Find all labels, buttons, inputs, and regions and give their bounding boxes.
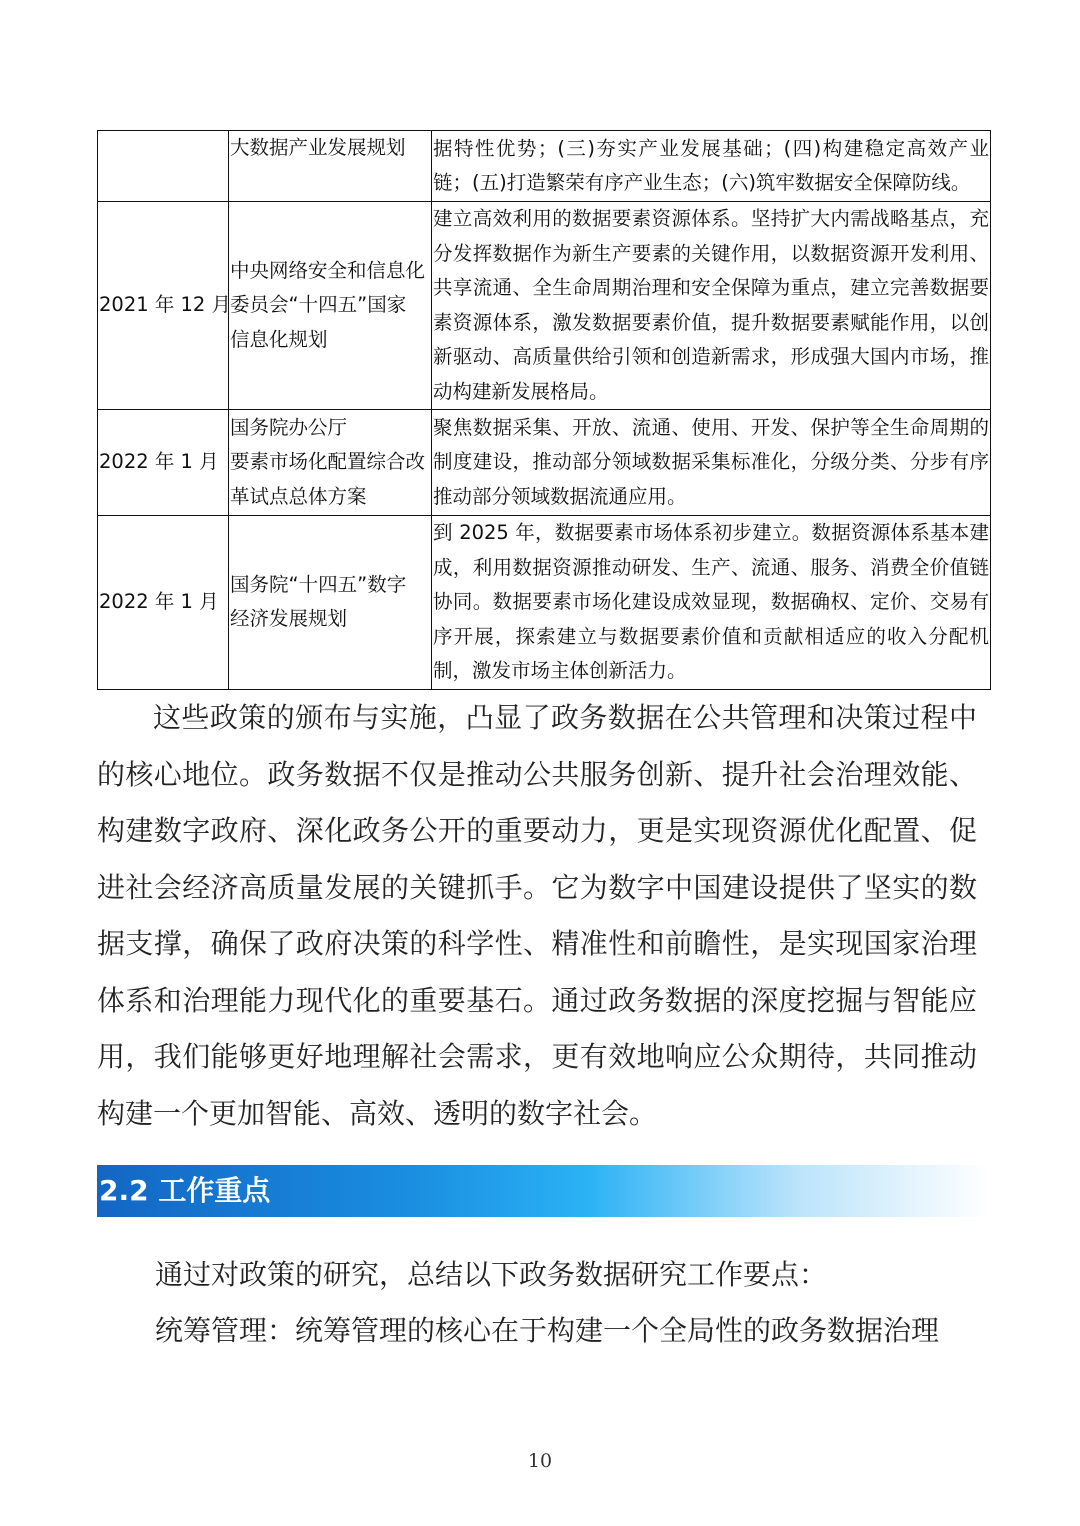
table-row [98,131,991,202]
body-paragraph: 这些政策的颁布与实施，凸显了政务数据在公共管理和决策过程中的核心地位。政务数据不仅是推动公共服务创新、提升社会治理效能、构建数字政府、深化政务公开的重要动力，更是实现资源优化配置、促进社会经济高质量发展的关键抓手。它为数字中国建设提供了坚实的数据支撑，确保了政府决策的科学性、精准性和前瞻性，是实现国家治理体系和治理能力现代化的重要基石。通过政务数据的深度挖掘与智能应用，我们能够更好地理解社会需求，更有效地响应公众期待，共同推动构建一个更加智能、高效、透明的数字社会。 [97,701,977,1130]
table-cell-policy-name [229,410,432,516]
policy-name-line: 中央网络安全和信息化 [230,258,426,282]
policy-table [97,130,991,690]
policy-name-line: 委员会“十四五”国家 [230,293,407,317]
table-cell-policy-name [229,516,432,690]
table-row [98,202,991,410]
page-number: 10 [527,1450,553,1472]
policy-name-line: 信息化规划 [230,327,328,351]
section-first-point: 统筹管理：统筹管理的核心在于构建一个全局性的政务数据治理 [155,1314,940,1347]
table-cell-date: 2021 年 12 月 [98,202,229,410]
policy-name-line: 经济发展规划 [230,607,348,631]
table-cell-date: 2022 年 1 月 [98,516,229,690]
table-cell-date [98,131,229,202]
table-cell-content: 到 2025 年，数据要素市场体系初步建立。数据资源体系基本建成，利用数据资源推动研发、生产、流通、服务、消费全价值链协同。数据要素市场化建设成效显现，数据确权、定价、交易有序开展，探索建立与数据要素价值和贡献相适应的收入分配机制，激发市场主体创新活力。 [432,516,991,690]
section-heading-bar [97,1165,990,1217]
policy-name-line: 要素市场化配置综合改 [230,450,426,474]
table-row [98,516,991,690]
table-cell-content: 据特性优势；(三)夯实产业发展基础；(四)构建稳定高效产业链；(五)打造繁荣有序产业生态；(六)筑牢数据安全保障防线。 [432,131,991,202]
table-cell-policy-name [229,131,432,202]
table-cell-date: 2022 年 1 月 [98,410,229,516]
policy-name-line: 大数据产业发展规划 [230,136,406,159]
section-intro-text: 通过对政策的研究，总结以下政务数据研究工作要点： [155,1258,828,1291]
policy-name-line: 革试点总体方案 [230,484,367,508]
table-cell-content: 建立高效利用的数据要素资源体系。坚持扩大内需战略基点，充分发挥数据作为新生产要素的关键作用，以数据资源开发利用、共享流通、全生命周期治理和安全保障为重点，建立完善数据要素资源体系，激发数据要素价值，提升数据要素赋能作用，以创新驱动、高质量供给引领和创造新需求，形成强大国内市场，推动构建新发展格局。 [432,202,991,410]
table-row [98,410,991,516]
policy-name-line: 国务院“十四五”数字 [230,572,407,596]
policy-name-line: 国务院办公厅 [230,415,348,439]
table-cell-content: 聚焦数据采集、开放、流通、使用、开发、保护等全生命周期的制度建设，推动部分领域数据采集标准化，分级分类、分步有序推动部分领域数据流通应用。 [432,410,991,516]
section-title: 2.2 工作重点 [99,1174,271,1207]
table-cell-policy-name [229,202,432,410]
